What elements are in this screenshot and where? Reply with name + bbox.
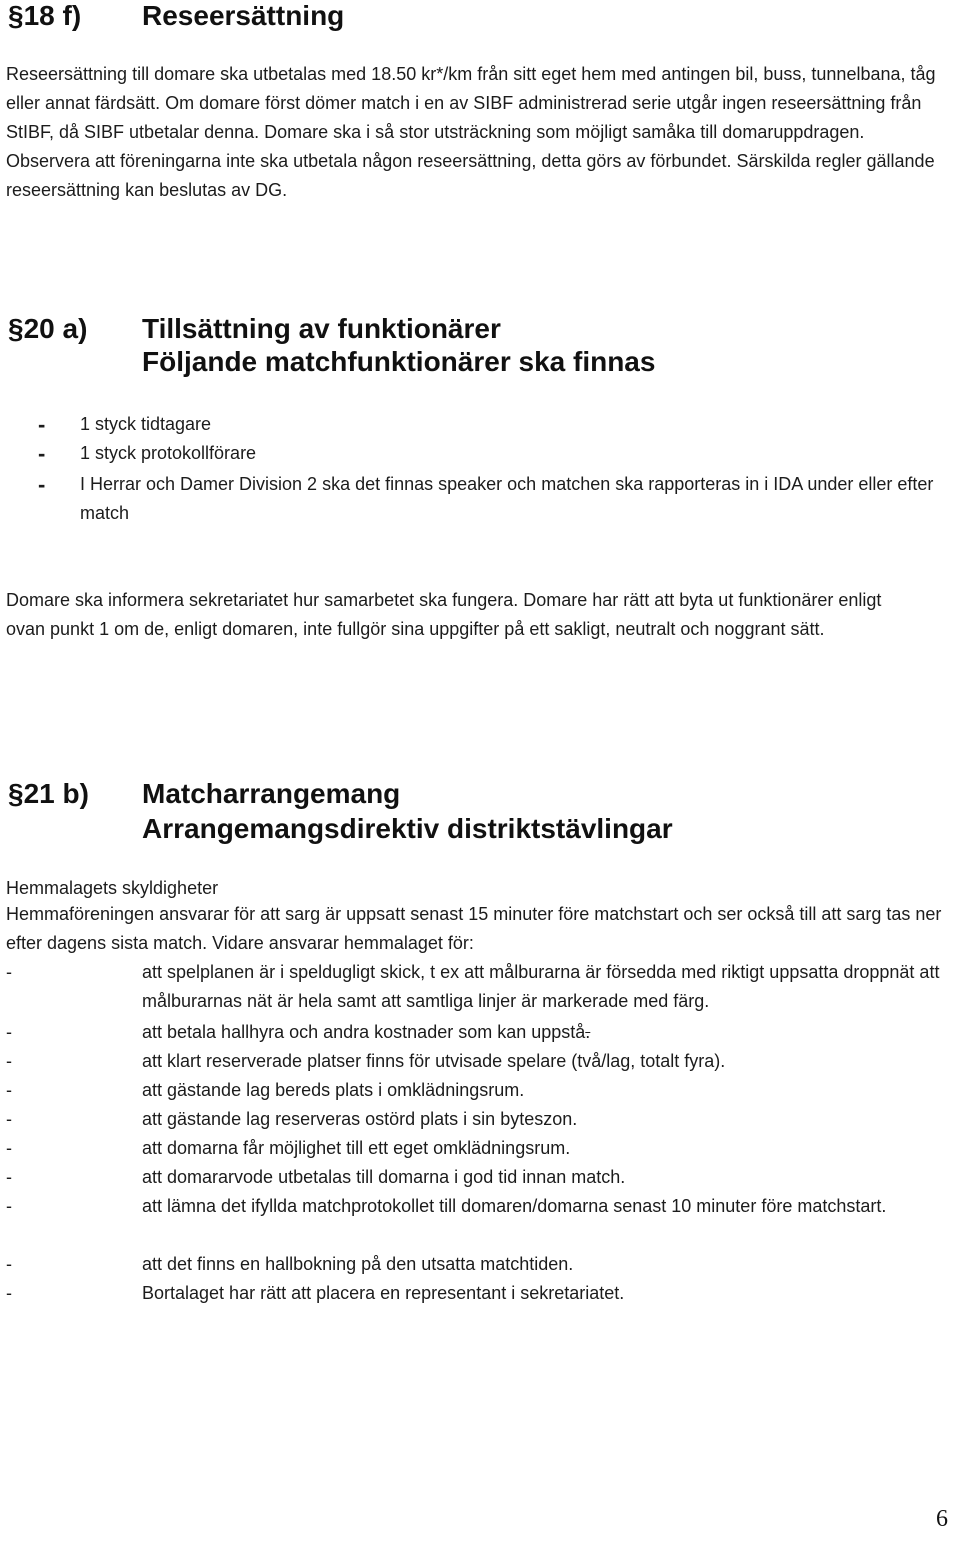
list-item-text: att domarna får möjlighet till ett eget omklädningsrum. (142, 1138, 571, 1158)
home-team-duties-heading: Hemmalagets skyldigheter (6, 878, 219, 898)
bullet-dash: - (38, 472, 46, 497)
list-item (6, 1163, 12, 1192)
section-18-heading (8, 0, 345, 32)
list-item (38, 410, 45, 441)
list-item (38, 439, 45, 470)
bullet-dash: - (6, 1109, 12, 1129)
home-team-duties-paragraph: Hemmaföreningen ansvarar för att sarg är uppsatt senast 15 minuter före matchstart och ser också till att sarg tas ner efter dagens sista match. Vidare ansvarar hemmalaget för: (6, 904, 942, 953)
bullet-dash: - (6, 1022, 12, 1042)
list-item-text: I Herrar och Damer Division 2 ska det finnas speaker och matchen ska rapporteras in i IDA under eller efter match (80, 474, 934, 523)
list-item-text (142, 1018, 590, 1047)
section-20-title: Tillsättning av funktionärer (142, 313, 501, 344)
list-item-text: att domararvode utbetalas till domarna i god tid innan match. (142, 1167, 626, 1187)
section-21-number: §21 b) (8, 778, 89, 809)
list-item-text: att det finns en hallbokning på den utsatta matchtiden. (142, 1254, 574, 1274)
list-item (6, 1250, 12, 1279)
bullet-dash: - (38, 412, 46, 437)
section-18-number: §18 f) (8, 0, 82, 31)
list-item (38, 470, 45, 501)
bullet-dash: - (6, 1138, 12, 1158)
bullet-dash: - (6, 1080, 12, 1100)
list-item-text: att lämna det ifyllda matchprotokollet till domaren/domarna senast 10 minuter före matchstart. (142, 1196, 887, 1216)
list-item-text: 1 styck tidtagare (80, 414, 212, 434)
list-item-text: att gästande lag bereds plats i omklädningsrum. (142, 1080, 525, 1100)
list-item (6, 1076, 12, 1105)
bullet-dash: - (38, 441, 46, 466)
section-20-paragraph: Domare ska informera sekretariatet hur samarbetet ska fungera. Domare har rätt att byta ut funktionärer enligt ovan punkt 1 om de, enligt domaren, inte fullgör sina uppgifter på ett sakligt, neutralt och noggrant sätt. (6, 590, 882, 639)
section-20-subtitle: Följande matchfunktionärer ska finnas (142, 346, 656, 377)
list-item (6, 1192, 12, 1221)
list-item (6, 958, 12, 987)
list-item (6, 1279, 12, 1308)
bullet-dash: - (6, 1283, 12, 1303)
bullet-dash: - (6, 1254, 12, 1274)
section-18-paragraph: Reseersättning till domare ska utbetalas med 18.50 kr*/km från sitt eget hem med antingen bil, buss, tunnelbana, tåg eller annat färdsätt. Om domare först dömer match i en av SIBF administrerad serie utgår ingen reseersättning från StIBF, då SIBF utbetalar denna. Domare ska i så stor utsträckning som möjligt samåka till domaruppdragen. Observera att föreningarna inte ska utbetala någon reseersättning, detta görs av förbundet. Särskilda regler gällande reseersättning kan beslutas av DG. (6, 64, 936, 200)
section-21-subtitle: Arrangemangsdirektiv distriktstävlingar (142, 813, 673, 844)
list-item-text-main: att betala hallhyra och andra kostnader som kan uppstå (142, 1022, 586, 1042)
list-item-text: att klart reserverade platser finns för utvisade spelare (två/lag, totalt fyra). (142, 1051, 726, 1071)
list-item (6, 1134, 12, 1163)
section-20-number: §20 a) (8, 313, 88, 344)
bullet-dash: - (6, 1196, 12, 1216)
bullet-dash: - (6, 962, 12, 982)
list-item (6, 1047, 12, 1076)
section-21-title: Matcharrangemang (142, 778, 401, 809)
list-item-text: 1 styck protokollförare (80, 443, 257, 463)
list-item-text: att gästande lag reserveras ostörd plats i sin byteszon. (142, 1109, 578, 1129)
page-number: 6 (936, 1506, 948, 1532)
list-item-text: Bortalaget har rätt att placera en representant i sekretariatet. (142, 1283, 625, 1303)
list-item (6, 1018, 12, 1047)
bullet-dash: - (6, 1051, 12, 1071)
bullet-dash: - (6, 1167, 12, 1187)
section-18-title: Reseersättning (142, 0, 345, 31)
list-item-text: att spelplanen är i speldugligt skick, t ex att målburarna är försedda med riktigt uppsatta droppnät att målburarnas nät är hela samt att samtliga linjer är markerade med färg. (142, 962, 940, 1011)
struck-period: . (585, 1022, 591, 1042)
list-item (6, 1105, 12, 1134)
